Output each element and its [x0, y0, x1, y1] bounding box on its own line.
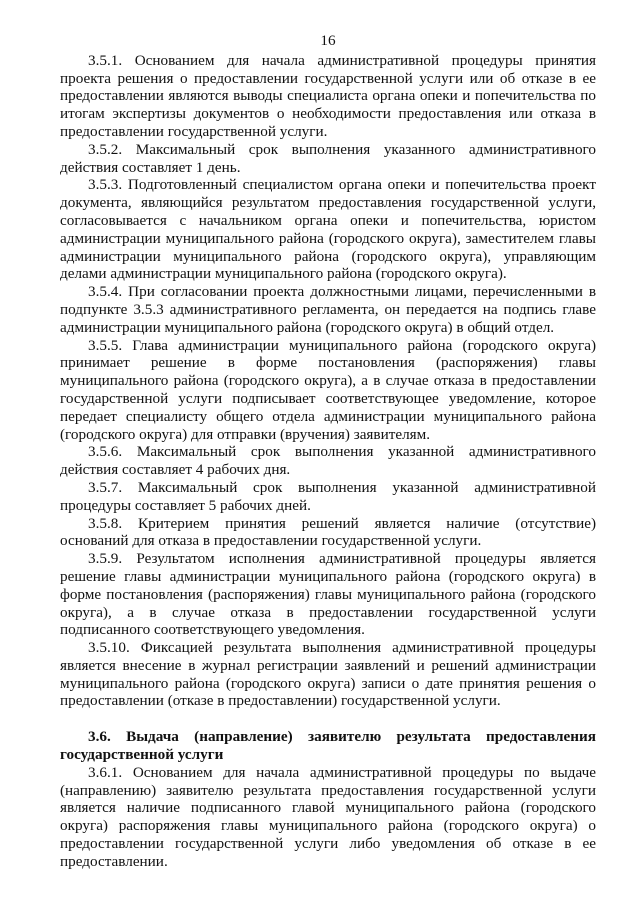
paragraph-3-5-9: 3.5.9. Результатом исполнения административной процедуры является решение главы администрации муниципального района (городского округа) в форме постановления (распоряжения) главы муниципального района (городского округа), а в случае отказа в предоставлении государственной услуги подписанного соответствующего уведомления. — [60, 550, 596, 639]
page-number: 16 — [320, 32, 336, 49]
paragraph-3-5-2: 3.5.2. Максимальный срок выполнения указанного административного действия составляет 1 день. — [60, 140, 596, 176]
section-heading-3-6: 3.6. Выдача (направление) заявителю результата предоставления государственной услуги — [60, 728, 596, 764]
paragraph-3-5-8: 3.5.8. Критерием принятия решений является наличие (отсутствие) оснований для отказа в предоставлении государственной услуги. — [60, 514, 596, 550]
paragraph-3-5-1: 3.5.1. Основанием для начала административной процедуры принятия проекта решения о предоставлении государственной услуги или об отказе в ее предоставлении являются выводы специалиста органа опеки и попечительства по итогам экспертизы документов о необходимости предоставления или отказа в предоставлении государственной услуги. — [60, 51, 596, 140]
paragraph-3-5-5: 3.5.5. Глава администрации муниципального района (городского округа) принимает решение в форме постановления (распоряжения) главы муниципального района (городского округа), а в случае отказа в предоставлении государственной услуги подписывает соответствующее уведомление, которое передает специалисту общего отдела администрации муниципального района (городского округа) для отправки (вручения) заявителям. — [60, 336, 596, 443]
paragraph-3-5-4: 3.5.4. При согласовании проекта должностными лицами, перечисленными в подпункте 3.5.3 административного регламента, он передается на подпись главе администрации муниципального района (городского округа) в общий отдел. — [60, 283, 596, 336]
paragraph-3-5-7: 3.5.7. Максимальный срок выполнения указанной административной процедуры составляет 5 рабочих дней. — [60, 478, 596, 514]
paragraph-3-5-6: 3.5.6. Максимальный срок выполнения указанной административного действия составляет 4 рабочих дня. — [60, 443, 596, 479]
paragraph-3-5-10: 3.5.10. Фиксацией результата выполнения административной процедуры является внесение в журнал регистрации заявлений и решений администрации муниципального района (городского округа) записи о дате принятия решения о предоставлении (отказе в предоставлении) государственной услуги. — [60, 639, 596, 710]
paragraph-3-6-1: 3.6.1. Основанием для начала административной процедуры по выдаче (направлению) заявителю результата предоставления государственной услуги является наличие подписанного главой муниципального района (городского округа) распоряжения главы муниципального района (городского округа) о предоставлении государственной услуги либо уведомления об отказе в ее предоставлении. — [60, 763, 596, 870]
document-page — [60, 32, 596, 871]
paragraph-3-5-3: 3.5.3. Подготовленный специалистом органа опеки и попечительства проект документа, являющийся результатом предоставления государственной услуги, согласовывается с начальником органа опеки и попечительства, юристом администрации муниципального района (городского округа), заместителем главы администрации муниципального района (городского округа), управляющим делами администрации муниципального района (городского округа). — [60, 176, 596, 283]
